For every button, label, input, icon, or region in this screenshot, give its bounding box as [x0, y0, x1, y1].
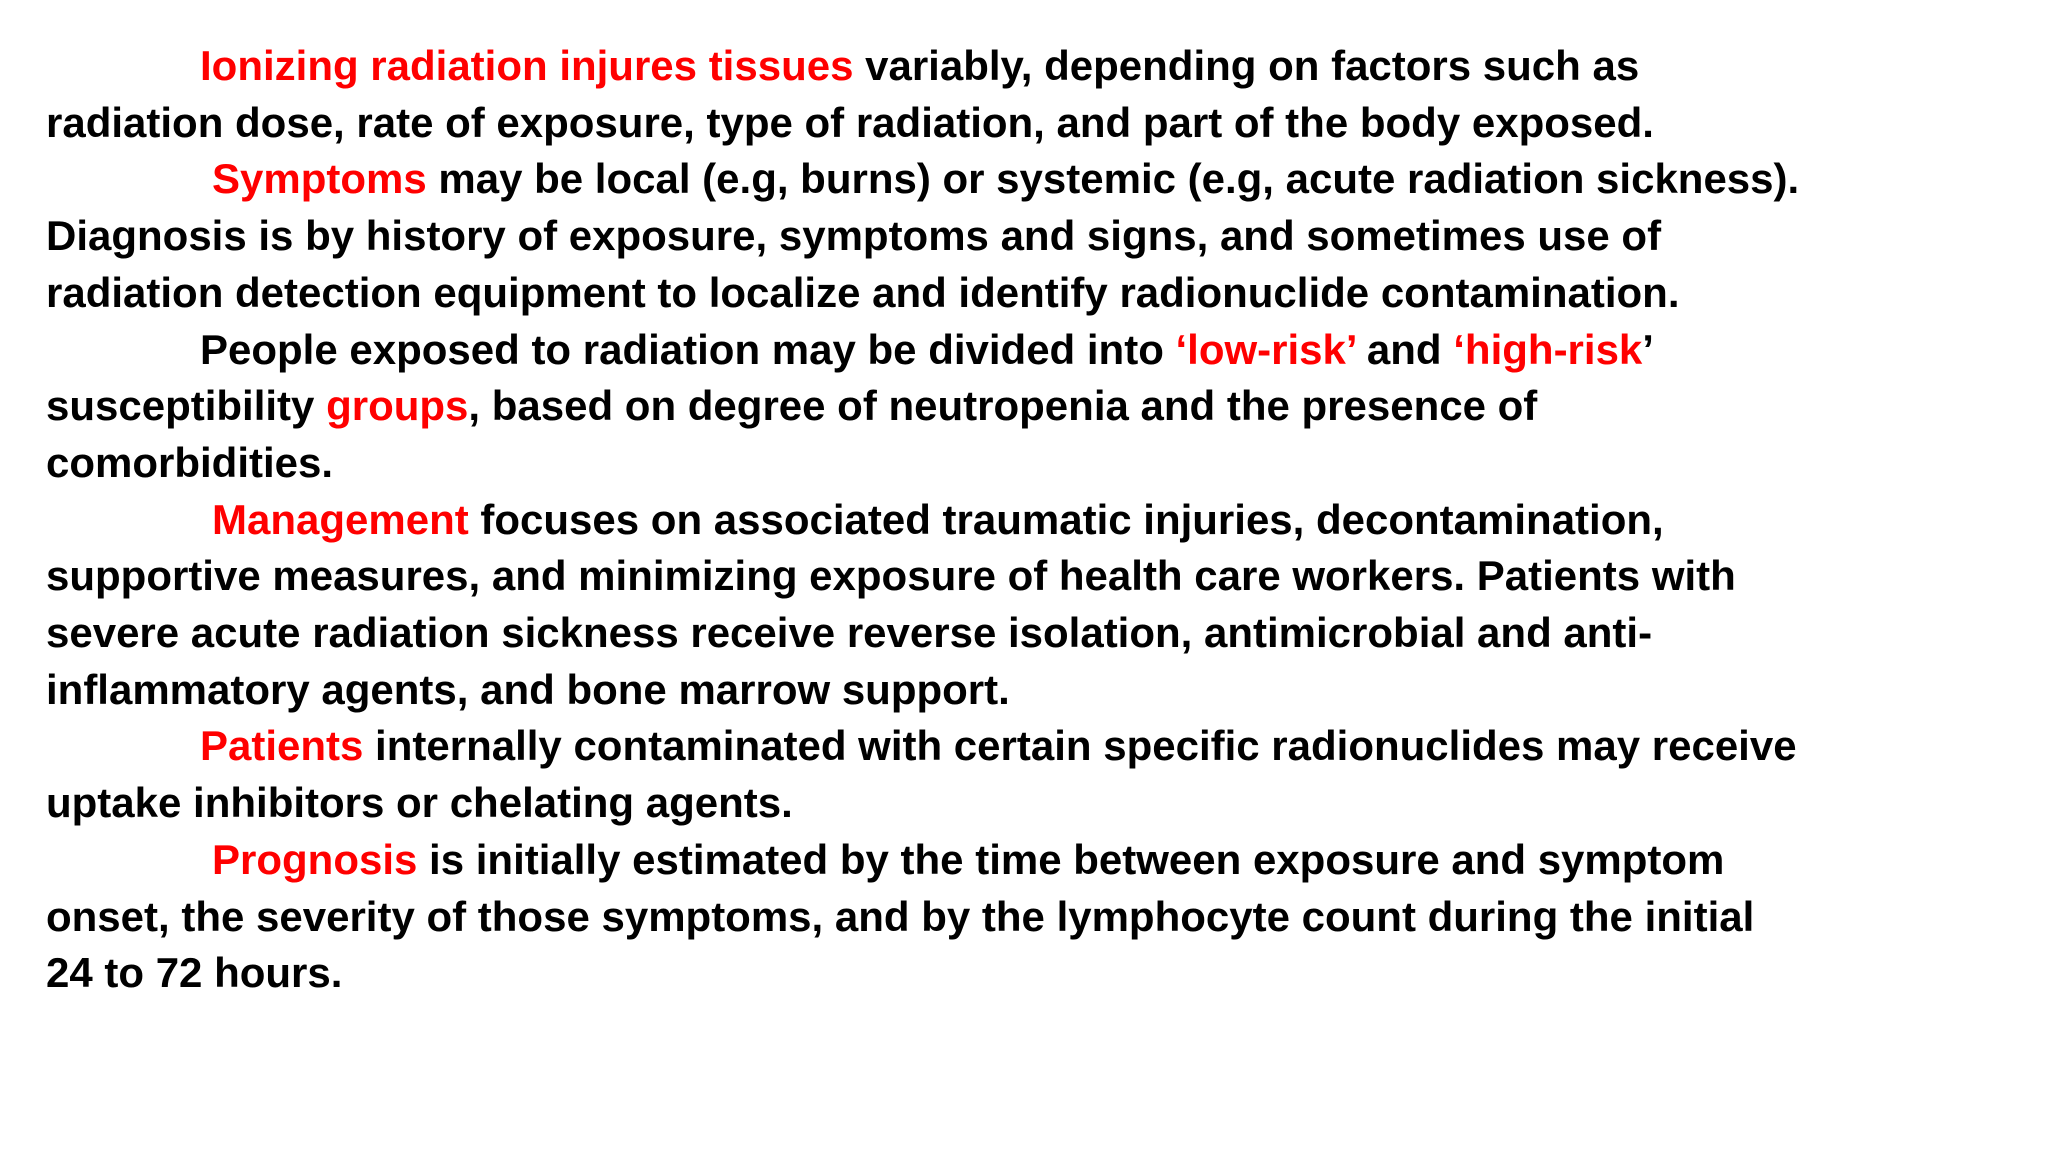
p2-line-2: Diagnosis is by history of exposure, symptoms and signs, and sometimes use of	[46, 212, 1662, 260]
p3-line-2-text-a: susceptibility	[46, 382, 327, 430]
p6-line-2: onset, the severity of those symptoms, and by the lymphocyte count during the initial	[46, 892, 1755, 940]
p4-line-1-text: focuses on associated traumatic injuries, decontamination,	[468, 495, 1664, 543]
p3-highlight-groups: groups	[326, 382, 469, 430]
p3-line-1-text-b: and	[1355, 325, 1454, 373]
p6-highlight: Prognosis	[212, 835, 418, 883]
p5-line-2: uptake inhibitors or chelating agents.	[46, 779, 793, 827]
p1-line-1-text: variably, depending on factors such as	[853, 42, 1640, 89]
p3-line-3: comorbidities.	[46, 438, 334, 486]
p4-line-2: supportive measures, and minimizing exposure of health care workers. Patients with	[46, 552, 1736, 600]
p3-line-2-text-b: , based on degree of neutropenia and the presence of	[468, 382, 1538, 430]
p5-line-1-text: internally contaminated with certain specific radionuclides may receive	[363, 722, 1797, 770]
p3-highlight-low-risk: ‘low-risk’	[1175, 325, 1356, 373]
p6-line-1	[46, 832, 2026, 889]
slide-body-text	[46, 38, 2026, 1002]
p2-line-1	[46, 151, 2026, 208]
p5-line-1	[46, 718, 2026, 775]
p6-line-3: 24 to 72 hours.	[46, 949, 343, 997]
p5-highlight: Patients	[200, 722, 364, 770]
p1-line-2: radiation dose, rate of exposure, type of radiation, and part of the body exposed.	[46, 98, 1654, 146]
p3-line-1-text-a: People exposed to radiation may be divided into	[200, 325, 1176, 373]
p3-line-1	[46, 322, 2026, 379]
p4-line-1	[46, 492, 2026, 549]
p4-line-3: severe acute radiation sickness receive reverse isolation, antimicrobial and anti-	[46, 609, 1653, 657]
p3-highlight-high-risk: ‘high-risk	[1453, 325, 1643, 373]
p4-highlight: Management	[212, 495, 469, 543]
p2-line-3: radiation detection equipment to localize and identify radionuclide contamination.	[46, 268, 1680, 316]
p2-line-1-text: may be local (e.g, burns) or systemic (e.g, acute radiation sickness).	[426, 155, 1800, 203]
p1-highlight: Ionizing radiation injures tissues	[200, 42, 854, 89]
p1-line-1	[46, 38, 2026, 95]
p3-line-2	[46, 378, 2026, 435]
p4-line-4: inflammatory agents, and bone marrow support.	[46, 665, 1010, 713]
p3-line-1-text-c: ’	[1642, 325, 1654, 373]
p2-highlight: Symptoms	[212, 155, 427, 203]
p6-line-1-text: is initially estimated by the time between exposure and symptom	[417, 835, 1725, 883]
